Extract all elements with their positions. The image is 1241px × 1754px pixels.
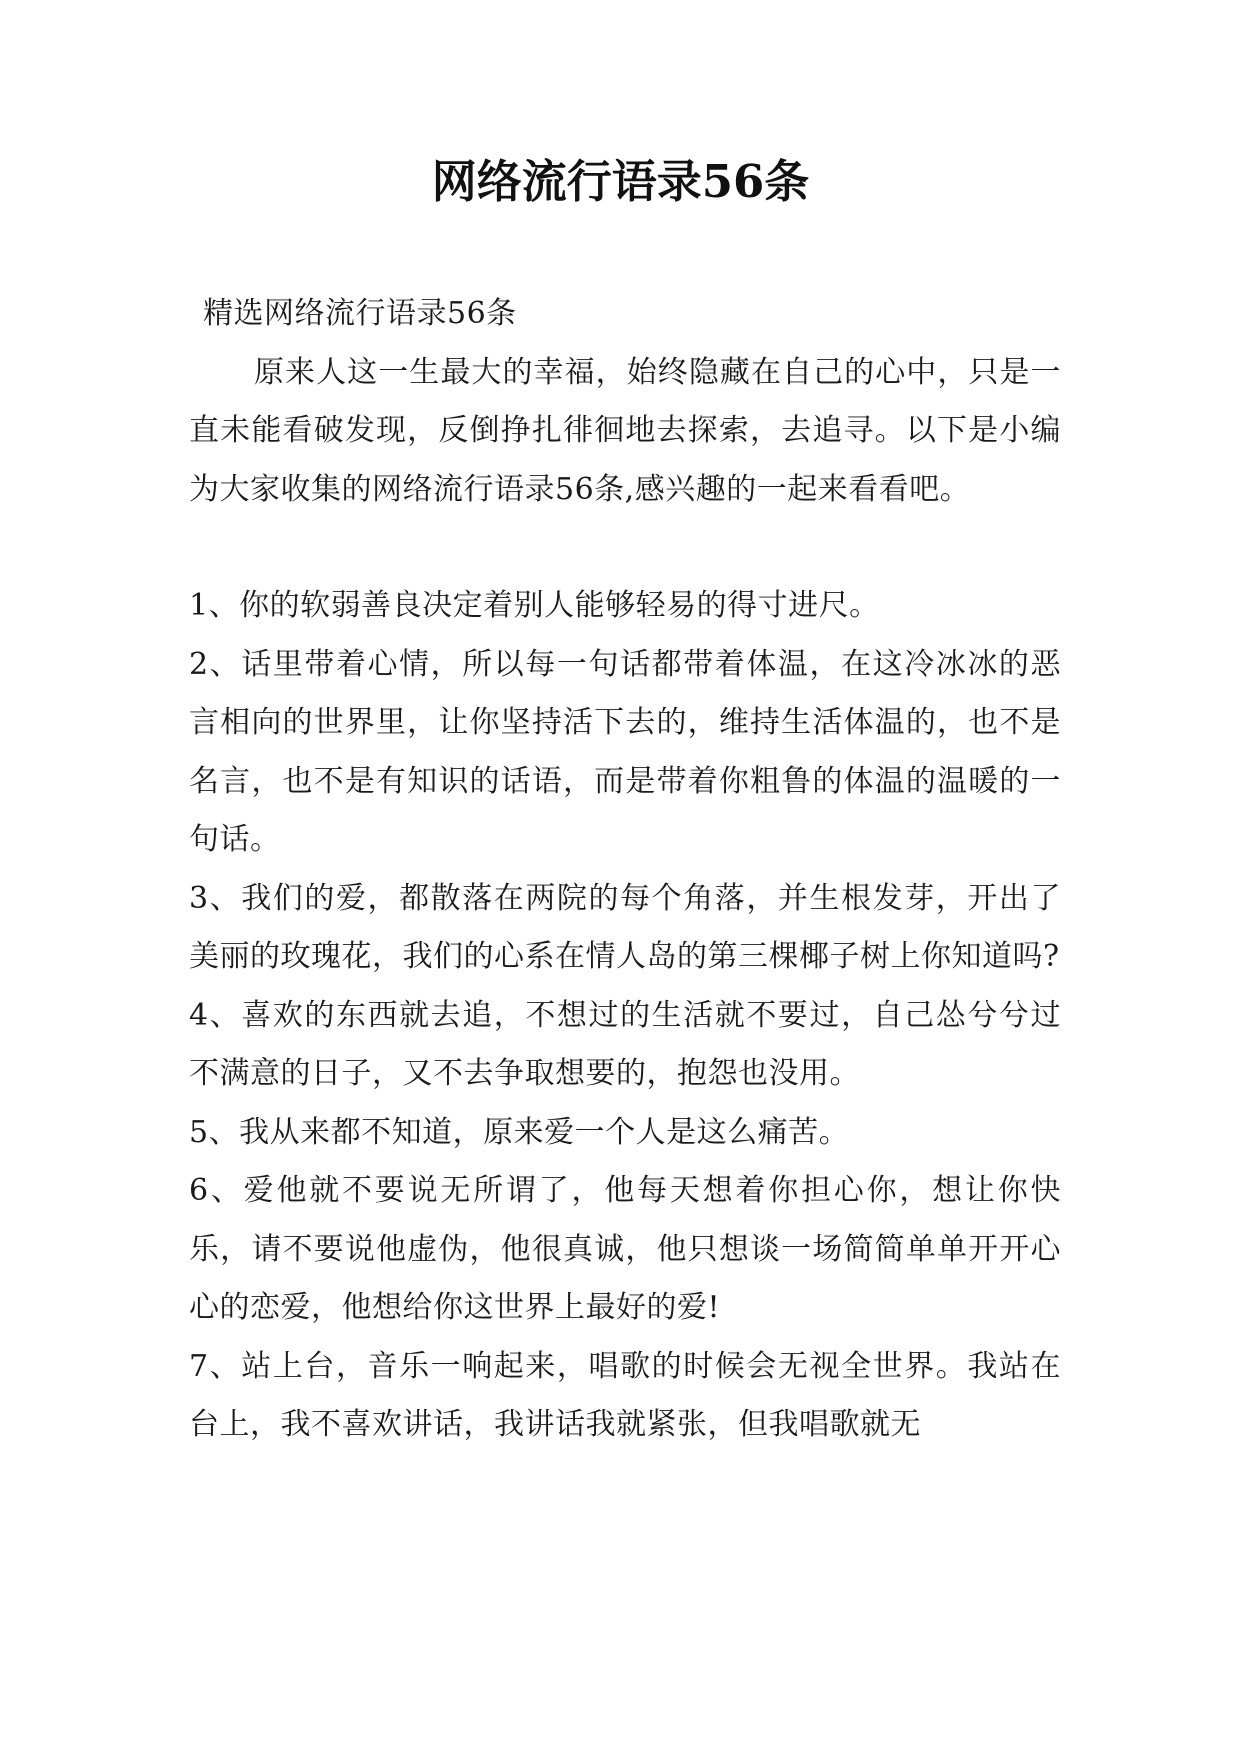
list-item: 3、我们的爱，都散落在两院的每个角落，并生根发芽，开出了美丽的玫瑰花，我们的心系在情人岛的第三棵椰子树上你知道吗?: [189, 880, 1061, 974]
list-item: 1、你的软弱善良决定着别人能够轻易的得寸进尺。: [189, 588, 880, 623]
paragraph-spacer: [189, 519, 1061, 577]
list-item: 4、喜欢的东西就去追，不想过的生活就不要过，自己怂兮兮过不满意的日子，又不去争取想要的，抱怨也没用。: [189, 997, 1061, 1091]
list-item: 2、话里带着心情，所以每一句话都带着体温，在这冷冰冰的恶言相向的世界里，让你坚持活下去的，维持生活体温的，也不是名言，也不是有知识的话语，而是带着你粗鲁的体温的温暖的一句话。: [189, 646, 1061, 857]
list-item: 7、站上台，音乐一响起来，唱歌的时候会无视全世界。我站在台上，我不喜欢讲话，我讲话我就紧张，但我唱歌就无: [189, 1348, 1061, 1442]
document-title: 网络流行语录56条: [431, 155, 810, 208]
list-item: 5、我从来都不知道，原来爱一个人是这么痛苦。: [189, 1114, 850, 1150]
document-body: [189, 285, 1061, 1455]
document-subtitle: 精选网络流行语录56条: [203, 296, 517, 331]
intro-paragraph: 原来人这一生最大的幸福，始终隐藏在自己的心中，只是一直未能看破发现，反倒挣扎徘徊地去探索，去追寻。以下是小编为大家收集的网络流行语录56条,感兴趣的一起来看看吧。: [189, 354, 1061, 507]
list-item: 6、爱他就不要说无所谓了，他每天想着你担心你，想让你快乐，请不要说他虚伪，他很真诚，他只想谈一场简简单单开开心心的恋爱，他想给你这世界上最好的爱!: [189, 1173, 1061, 1325]
